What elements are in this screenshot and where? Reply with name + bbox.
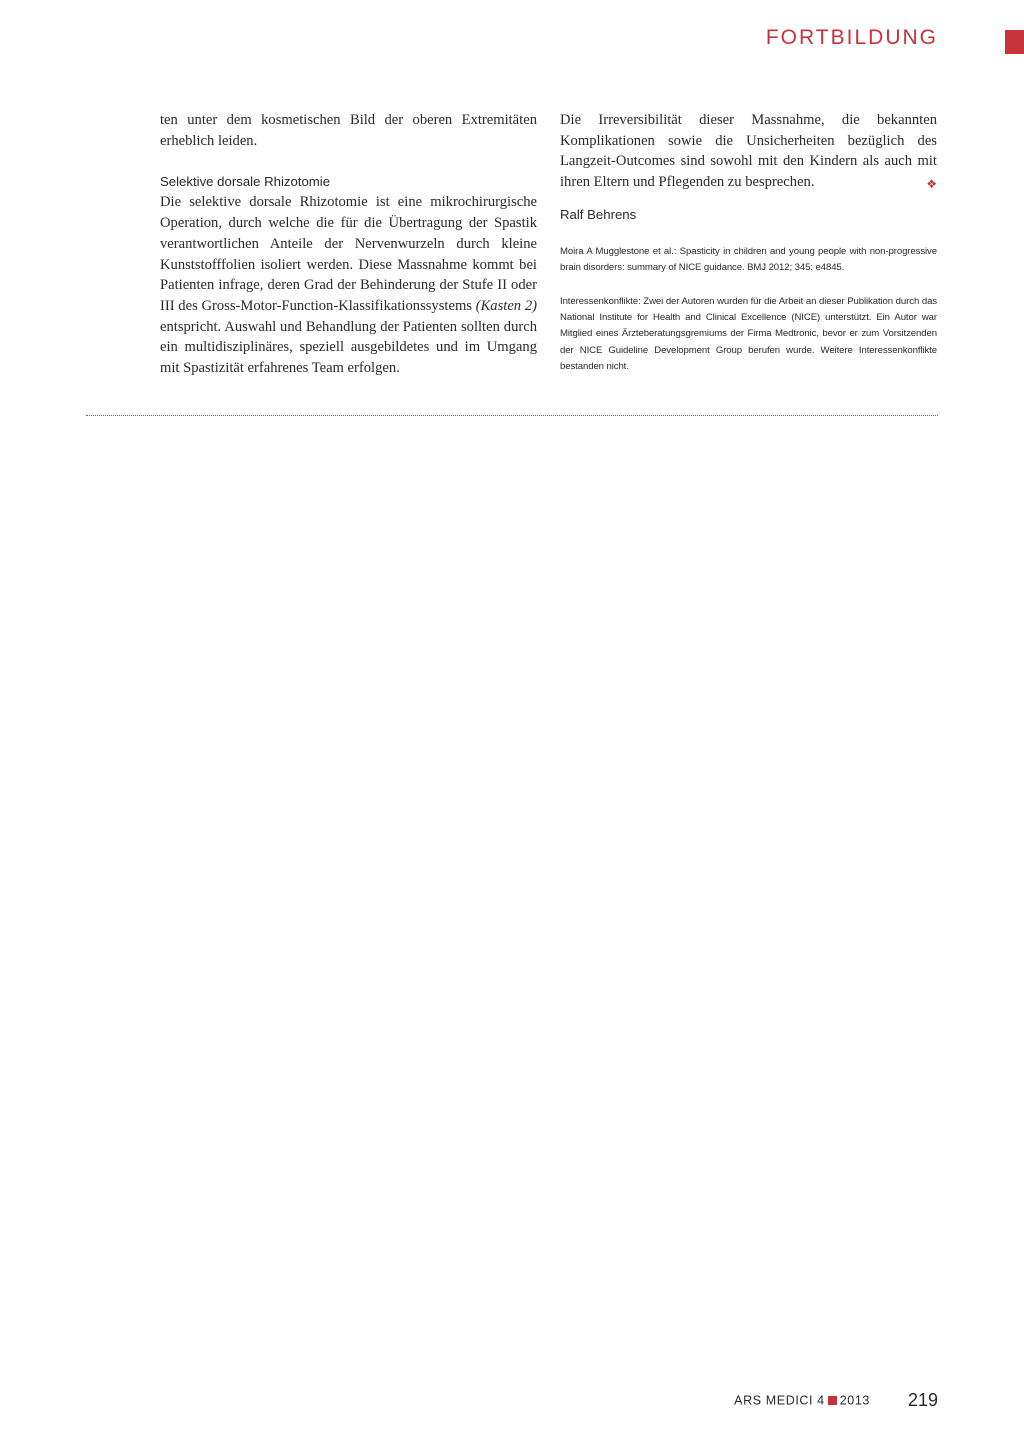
subheading-rhizotomie: Selektive dorsale Rhizotomie — [160, 174, 331, 190]
kasten-reference: (Kasten 2) — [475, 297, 537, 314]
page-footer — [734, 1390, 938, 1411]
paragraph-irreversibility-text: Die Irreversibilität dieser Massnahme, die bekannten Komplikationen sowie die Unsicherheiten bezüglich des Langzeit-Outcomes sind sowohl mit den Kindern als auch mit ihren Eltern und Pflegenden zu besprechen. — [560, 112, 937, 191]
left-column — [160, 110, 537, 379]
page-number: 219 — [907, 1390, 938, 1410]
author-name: Ralf Behrens — [560, 206, 637, 222]
journal-name: ARS MEDICI 4 — [734, 1393, 825, 1408]
section-marker — [1005, 30, 1024, 54]
journal-year: 2013 — [839, 1393, 870, 1408]
footer-square-icon — [828, 1396, 837, 1405]
paragraph-rhizotomie — [160, 192, 537, 378]
reference-text: Moira A Mugglestone et al.: Spasticity in children and young people with non-progressive brain disorders: summary of NICE guidance. BMJ 2012; 345: e4845. — [560, 245, 937, 274]
end-of-article-icon: ❖ — [926, 177, 937, 192]
paragraph-rhizotomie-text-2: entspricht. Auswahl und Behandlung der Patienten sollten durch ein multidisziplinäres, speziell ausgebildetes und im Umgang mit Spastizität erfahrenes Team erfolgen. — [160, 318, 537, 377]
paragraph-irreversibility — [560, 110, 937, 193]
dotted-divider — [86, 415, 938, 416]
section-label: FORTBILDUNG — [765, 26, 938, 49]
paragraph-rhizotomie-text-1: Die selektive dorsale Rhizotomie ist eine mikrochirurgische Operation, durch welche die für die Übertragung der Spastik verantwortlichen Anteile der Nervenwurzeln durch kleine Kunststofffolien isoliert werden. Diese Massnahme kommt bei Patienten infrage, deren Grad der Behinderung der Stufe II oder III des Gross-Motor-Function-Klassifikationssystems — [160, 194, 537, 314]
conflicts-of-interest: Interessenkonflikte: Zwei der Autoren wurden für die Arbeit an dieser Publikation durch das National Institute for Health and Clinical Excellence (NICE) unterstützt. Ein Autor war Mitglied eines Ärzteberatungsgremiums der Firma Medtronic, bevor er zum Vorsitzenden der NICE Guideline Development Group berufen wurde. Weitere Interessenkonflikte bestanden nicht. — [560, 295, 937, 373]
right-column — [560, 110, 937, 376]
paragraph-continued: ten unter dem kosmetischen Bild der oberen Extremitäten erheblich leiden. — [160, 112, 537, 149]
